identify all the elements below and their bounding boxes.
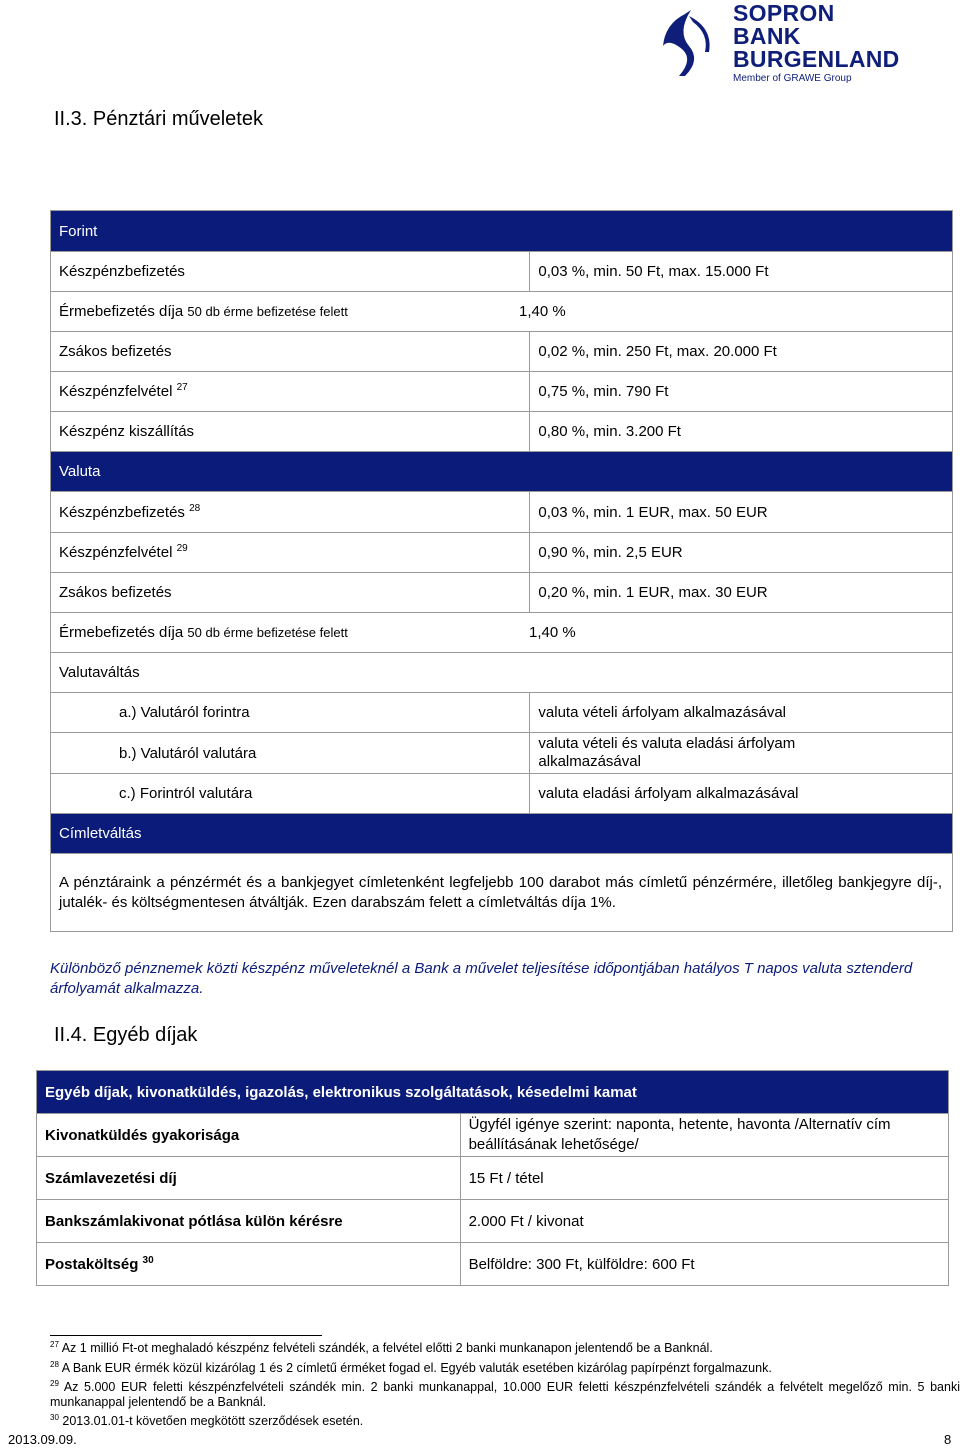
row-value: 0,03 %, min. 1 EUR, max. 50 EUR xyxy=(530,492,953,533)
table-row xyxy=(51,774,953,814)
table-row xyxy=(37,1243,949,1286)
row-label xyxy=(51,412,530,452)
bank-logo xyxy=(733,2,900,85)
exchange-header: Valutaváltás xyxy=(51,653,953,693)
row-value: 15 Ft / tétel xyxy=(460,1157,948,1200)
row-value: 0,02 %, min. 250 Ft, max. 20.000 Ft xyxy=(530,332,953,372)
row-label xyxy=(51,613,953,653)
label-text: Zsákos befizetés xyxy=(59,584,172,601)
valuta-header-row xyxy=(51,452,953,492)
table-row xyxy=(37,1114,949,1157)
table-row xyxy=(51,693,953,733)
row-value: 0,90 %, min. 2,5 EUR xyxy=(530,533,953,573)
footnote xyxy=(50,1361,950,1376)
forint-header-row xyxy=(51,211,953,252)
forint-header: Forint xyxy=(51,211,953,252)
footnote-separator xyxy=(50,1335,322,1336)
row-label: Számlavezetési díj xyxy=(37,1157,461,1200)
table-row xyxy=(51,492,953,533)
table-row xyxy=(37,1200,949,1243)
footnote xyxy=(50,1380,960,1409)
table-row xyxy=(51,854,953,932)
row-label: a.) Valutáról forintra xyxy=(51,693,530,733)
footnote-number: 29 xyxy=(50,1378,59,1388)
footnote-ref: 30 xyxy=(142,1254,154,1266)
footer-date: 2013.09.09. xyxy=(8,1432,77,1447)
footnote-ref: 28 xyxy=(189,502,201,514)
label-text: Készpénzbefizetés xyxy=(59,263,185,280)
exchange-header-row xyxy=(51,653,953,693)
row-label: Bankszámlakivonat pótlása külön kérésre xyxy=(37,1200,461,1243)
label-wrap xyxy=(59,624,529,641)
table-row xyxy=(51,292,953,332)
row-label xyxy=(51,332,530,372)
row-label xyxy=(37,1243,461,1286)
footnote-number: 27 xyxy=(50,1339,59,1349)
row-value: 1,40 % xyxy=(529,624,576,641)
footnote xyxy=(50,1414,950,1429)
footnote-number: 30 xyxy=(50,1412,59,1422)
cash-operations-table xyxy=(50,210,953,932)
table-row xyxy=(51,733,953,774)
section-title-cash: II.3. Pénztári műveletek xyxy=(54,108,263,130)
other-fees-table xyxy=(36,1070,949,1286)
row-value: valuta vételi és valuta eladási árfolyam alkalmazásával xyxy=(530,733,953,774)
label-text: Érmebefizetés díja xyxy=(59,624,184,641)
currency-note: Különböző pénznemek közti készpénz műveleteknél a Bank a művelet teljesítése időpontjában hatályos T napos valuta sztenderd árfolyamát alkalmazza. xyxy=(50,960,913,997)
table-row xyxy=(51,332,953,372)
row-value: 0,20 %, min. 1 EUR, max. 30 EUR xyxy=(530,573,953,613)
table-row xyxy=(51,533,953,573)
footnote-ref: 29 xyxy=(176,543,188,554)
row-label xyxy=(51,252,530,292)
footnote-text: Az 1 millió Ft-ot meghaladó készpénz felvételi szándék, a felvétel előtti 2 banki munkanapon jelentendő be a Banknál. xyxy=(61,1341,713,1355)
row-value: 0,80 %, min. 3.200 Ft xyxy=(530,412,953,452)
label-text: Érmebefizetés díja xyxy=(59,303,184,320)
footnote-text: A Bank EUR érmék közül kizárólag 1 és 2 címletű érméket fogad el. Egyéb valuták esetében kizárólag papírpénzt forgalmazunk. xyxy=(61,1361,772,1375)
table-row xyxy=(51,613,953,653)
label-text: Készpénz kiszállítás xyxy=(59,423,195,440)
row-value: 1,40 % xyxy=(519,303,566,320)
footnote xyxy=(50,1341,950,1356)
footnote-number: 28 xyxy=(50,1359,59,1369)
other-header: Egyéb díjak, kivonatküldés, igazolás, elektronikus szolgáltatások, késedelmi kamat xyxy=(37,1071,949,1114)
row-label xyxy=(51,372,530,412)
label-wrap xyxy=(59,303,519,320)
table-row xyxy=(51,372,953,412)
row-label: b.) Valutáról valutára xyxy=(51,733,530,774)
label-text: Postaköltség xyxy=(45,1255,139,1273)
footnote-text: Az 5.000 EUR feletti készpénzfelvételi szándék min. 2 banki munkanappal, 10.000 EUR feletti készpénzfelvételi szándék a felvételt megelőző min. 5 banki munkanappal jelentendő be a Banknál. xyxy=(50,1380,960,1409)
page-number: 8 xyxy=(944,1432,952,1447)
table-row xyxy=(37,1157,949,1200)
row-label xyxy=(51,573,530,613)
denomination-header: Címletváltás xyxy=(51,814,953,854)
table-row xyxy=(51,252,953,292)
table-row xyxy=(51,573,953,613)
logo-member: Member of GRAWE Group xyxy=(733,73,852,84)
label-text: Készpénzfelvétel xyxy=(59,383,173,400)
row-label xyxy=(51,292,953,332)
label-small-text: 50 db érme befizetése felett xyxy=(187,304,348,319)
label-text: Készpénzfelvétel xyxy=(59,544,173,561)
logo-line-2: BANK xyxy=(733,23,801,49)
footnote-ref: 27 xyxy=(176,382,188,393)
footnote-text: 2013.01.01-t követően megkötött szerződések esetén. xyxy=(62,1414,364,1428)
row-value: Belföldre: 300 Ft, külföldre: 600 Ft xyxy=(460,1243,948,1286)
other-header-row xyxy=(37,1071,949,1114)
logo-line-3: BURGENLAND xyxy=(733,46,900,72)
row-label: Kivonatküldés gyakorisága xyxy=(37,1114,461,1157)
row-value: valuta vételi árfolyam alkalmazásával xyxy=(530,693,953,733)
row-value: 0,03 %, min. 50 Ft, max. 15.000 Ft xyxy=(530,252,953,292)
row-label xyxy=(51,492,530,533)
label-text: Zsákos befizetés xyxy=(59,343,172,360)
row-label: c.) Forintról valutára xyxy=(51,774,530,814)
row-value: 0,75 %, min. 790 Ft xyxy=(530,372,953,412)
section-title-other: II.4. Egyéb díjak xyxy=(54,1024,198,1046)
row-value: Ügyfél igénye szerint: naponta, hetente, havonta /Alternatív cím beállításának lehetősége/ xyxy=(460,1114,948,1157)
valuta-header: Valuta xyxy=(51,452,953,492)
table-row xyxy=(51,412,953,452)
row-label xyxy=(51,533,530,573)
bank-logo-mark-icon xyxy=(655,6,725,83)
denomination-header-row xyxy=(51,814,953,854)
row-value: 2.000 Ft / kivonat xyxy=(460,1200,948,1243)
label-small-text: 50 db érme befizetése felett xyxy=(187,625,348,640)
row-value: valuta eladási árfolyam alkalmazásával xyxy=(530,774,953,814)
label-text: Készpénzbefizetés xyxy=(59,503,185,521)
logo-line-1: SOPRON xyxy=(733,0,835,26)
denomination-text: A pénztáraink a pénzérmét és a bankjegyet címletenként legfeljebb 100 darabot más címletű pénzérmére, illetőleg bankjegyre díj-, jutalék- és költségmentesen átváltják. Ezen darabszám felett a címletváltás díja 1%. xyxy=(51,854,953,932)
